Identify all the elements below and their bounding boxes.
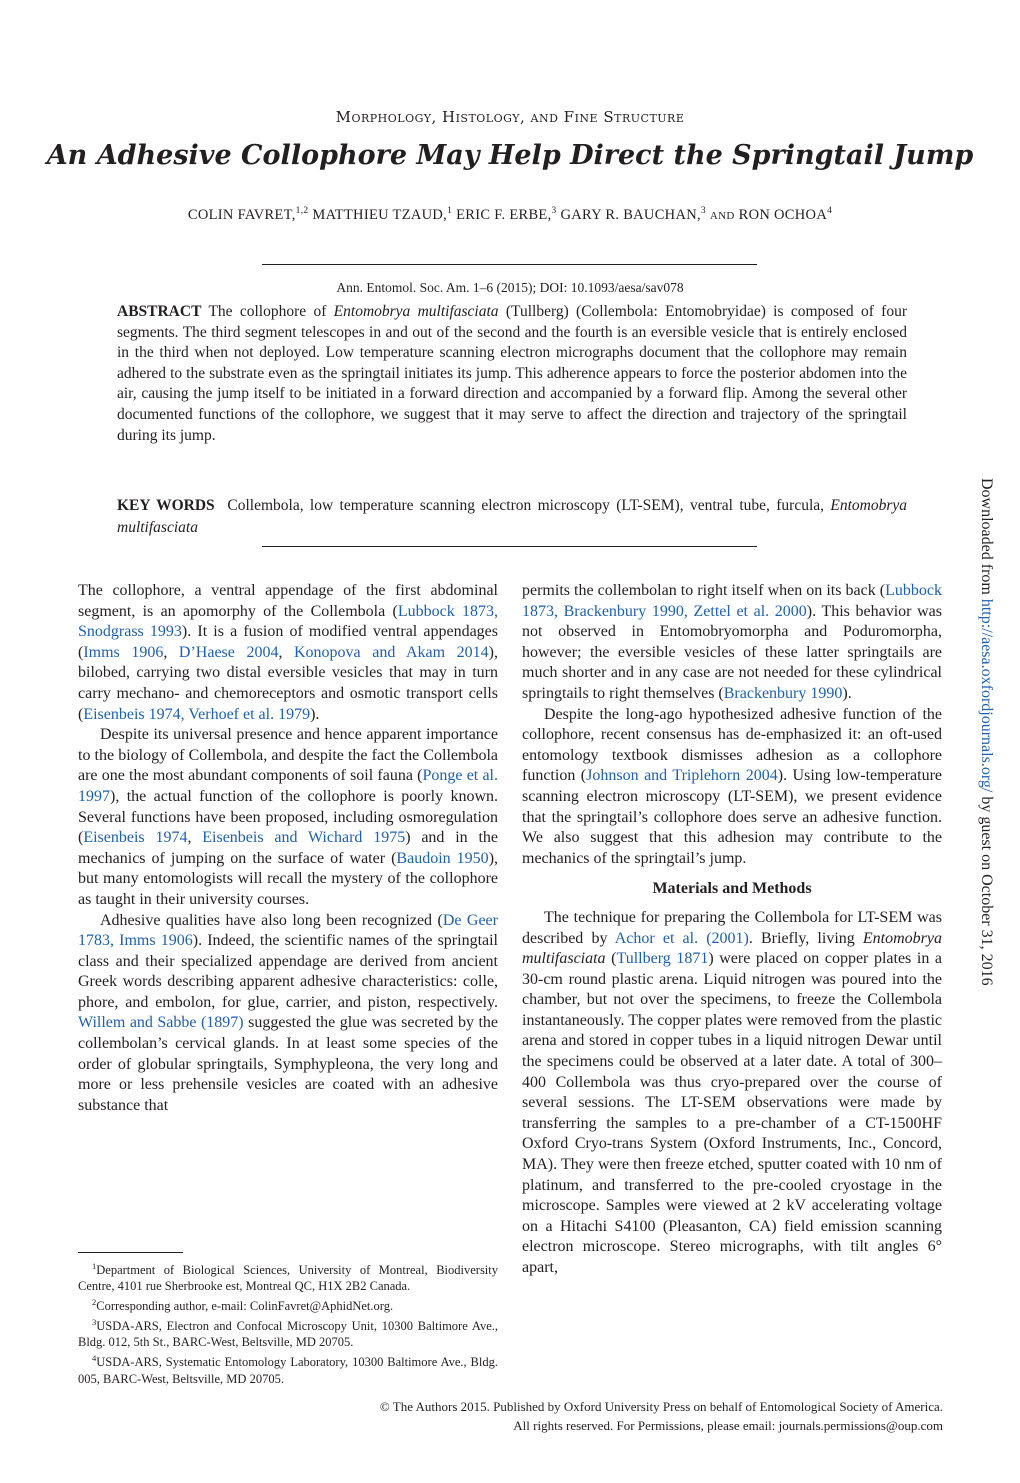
- paragraph: The collophore, a ventral appendage of the first abdominal segment, is an apomorphy of the Collembola (Lubbock 1873, Snodgrass 1993). It is a fusion of modified ventral appendages (Imms 1906, D’Haese 2004, Konopova and Akam 2014), bilobed, carrying two distal eversible vesicles that may in turn carry mechano- and chemoreceptors and osmotic transport cells (Eisenbeis 1974, Verhoef et al. 1979).: [78, 582, 499, 723]
- author-name: COLIN FAVRET,: [187, 206, 296, 223]
- bottom-divider: [262, 546, 757, 547]
- footnote-divider: [78, 1252, 183, 1253]
- footnotes: [78, 1258, 498, 1387]
- reference-link[interactable]: Eisenbeis 1974, Verhoef et al. 1979: [83, 705, 311, 723]
- paragraph: Despite the long-ago hypothesized adhesive function of the collophore, recent consensus has de-emphasized it: an oft-used entomology textbook dismisses adhesion as a collophore function (Johnson and Triplehorn 2004). Using low-temperature scanning electron microscopy (LT-SEM), we present evidence that the springtail’s collophore does serve an adhesive function. We also suggest that this adhesion may contribute to the mechanics of the springtail’s jump.: [522, 705, 942, 867]
- author-affiliation: 3: [551, 206, 557, 216]
- copyright-footer: [243, 1397, 943, 1435]
- reference-link[interactable]: Johnson and Triplehorn 2004: [586, 767, 778, 785]
- reference-link[interactable]: De Geer 1783, Imms 1906: [78, 911, 498, 950]
- section-heading: Morphology, Histology, and Fine Structure: [335, 108, 685, 126]
- keywords-label: KEY WORDS: [117, 497, 215, 514]
- abstract-text: The collophore of: [208, 303, 327, 320]
- reference-link[interactable]: Ponge et al. 1997: [78, 767, 499, 805]
- species-name: Entomobrya multifasciata: [522, 929, 943, 968]
- right-column: [522, 581, 942, 1279]
- author-name: RON OCHOA: [738, 206, 828, 223]
- abstract-text: (Tullberg) (Collembola: Entomobryidae) is composed of four segments. The third segment telescopes in and out of the second and the fourth is an eversible vesicle that is entirely enclosed in the third when not deployed. Low temperature scanning electron micrographs document that the collophore may remain adhered to the substrate even as the springtail initiates its jump. This adherence appears to force the posterior abdomen into the air, causing the jump itself to be initiated in a forward direction and accompanied by a forward flip. Among the several other documented functions of the collophore, we suggest that it may serve to affect the direction and trajectory of the springtail during its jump.: [117, 303, 908, 444]
- article-title: An Adhesive Collophore May Help Direct the Springtail Jump: [46, 140, 974, 171]
- reference-link[interactable]: Baudoin 1950: [396, 849, 489, 867]
- author-name: MATTHIEU TZAUD,: [312, 206, 448, 223]
- reference-link[interactable]: Lubbock 1873, Snodgrass 1993: [78, 602, 499, 641]
- citation-line: Ann. Entomol. Soc. Am. 1–6 (2015); DOI: 10.1093/aesa/sav078: [336, 280, 684, 295]
- journal-link[interactable]: http://aesa.oxfordjournals.org/: [978, 598, 995, 793]
- author-conjunction: AND: [709, 209, 735, 222]
- paragraph: Adhesive qualities have also long been recognized (De Geer 1783, Imms 1906). Indeed, the scientific names of the springtail class and their specialized appendage are derived from ancient Greek words describing apparent adhesive characteristics: colle, phore, and embolon, for glue, carrier, and piston, respectively. Willem and Sabbe (1897) suggested the glue was secreted by the collembolan’s cervical glands. In at least some species of the order of globular springtails, Symphypleona, the very long and more or less prehensile vesicles are coated with an adhesive substance that: [78, 911, 499, 1114]
- reference-link[interactable]: Imms 1906: [83, 643, 164, 661]
- footnote: $^4$USDA-ARS, Systematic Entomology Laboratory, 10300 Baltimore Ave., Bldg. 005, BARC-West, Beltsville, MD 20705.: [78, 1353, 498, 1386]
- author-name: GARY R. BAUCHAN,: [560, 206, 701, 223]
- footnote: $^1$Department of Biological Sciences, University of Montreal, Biodiversity Centre, 4101 rue Sherbrooke est, Montreal QC, H1X 2B2 Canada.: [78, 1261, 498, 1294]
- download-watermark: Downloaded from http://aesa.oxfordjournals.org/ by guest on October 31, 2016: [978, 478, 995, 986]
- keywords: [117, 495, 907, 539]
- reference-link[interactable]: Konopova and Akam 2014: [294, 643, 489, 661]
- paragraph: permits the collembolan to right itself when on its back (Lubbock 1873, Brackenbury 1990, Zettel et al. 2000). This behavior was not observed in Entomobryomorpha and Poduromorpha, however; the eversible vesicles of these latter springtails are much shorter and in any case are not needed for these cylindrical springtails to right themselves (Brackenbury 1990).: [522, 582, 942, 702]
- author-affiliation: 4: [827, 206, 833, 216]
- paragraph: The technique for preparing the Collembola for LT-SEM was described by Achor et al. (2001). Briefly, living Entomobrya multifasciata (Tullberg 1871) were placed on copper plates in a 30-cm round plastic arena. Liquid nitrogen was poured into the chamber, but not over the specimens, to freeze the Collembola instantaneously. The copper plates were removed from the plastic arena and stored in copper tubes in a liquid nitrogen Dewar until the specimens could be observed at a later date. A total of 300–400 Collembola was thus cryo-prepared over the course of several sessions. The LT-SEM observations were made by transferring the samples to a pre-chamber of a CT-1500HF Oxford Cryo-trans System (Oxford Instruments, Inc., Concord, MA). They were then freeze etched, sputter coated with 10 nm of platinum, and transferred to the pre-cooled cryostage in the microscope. Samples were viewed at 2 kV accelerating voltage on a Hitachi S4100 (Pleasanton, CA) field emission scanning electron microscope. Stereo micrographs, with tilt angles 6° apart,: [522, 908, 943, 1276]
- reference-link[interactable]: Willem and Sabbe (1897): [78, 1014, 244, 1032]
- footnote: $^2$Corresponding author, e-mail: ColinFavret@AphidNet.org.: [92, 1297, 394, 1314]
- reference-link[interactable]: Eisenbeis and Wichard 1975: [202, 829, 406, 847]
- permissions-line: All rights reserved. For Permissions, please email: journals.permissions@oup.com: [513, 1418, 943, 1433]
- author-name: ERIC F. ERBE,: [456, 206, 552, 223]
- author-affiliation: 1: [447, 206, 453, 216]
- author-affiliation: 1,2: [295, 206, 309, 216]
- author-affiliation: 3: [700, 206, 706, 216]
- abstract-label: ABSTRACT: [117, 303, 202, 320]
- reference-link[interactable]: Eisenbeis 1974: [83, 829, 188, 847]
- section-heading-methods: Materials and Methods: [652, 880, 812, 898]
- left-column: [78, 581, 498, 1116]
- reference-link[interactable]: Brackenbury 1990: [723, 684, 843, 702]
- paragraph: Despite its universal presence and hence apparent importance to the biology of Collembola, and despite the fact the Collembola are one the most abundant components of soil fauna (Ponge et al. 1997), the actual function of the collophore is poorly known. Several functions have been proposed, including osmoregulation (Eisenbeis 1974, Eisenbeis and Wichard 1975) and in the mechanics of jumping on the surface of water (Baudoin 1950), but many entomologists will recall the mystery of the collophore as taught in their university courses.: [78, 726, 499, 908]
- copyright-line: © The Authors 2015. Published by Oxford University Press on behalf of Entomological Society of America.: [379, 1399, 943, 1414]
- species-name: Entomobrya multifasciata: [333, 303, 499, 320]
- reference-link[interactable]: Lubbock 1873, Brackenbury 1990, Zettel et al. 2000: [522, 582, 942, 620]
- keywords-text: Collembola, low temperature scanning electron microscopy (LT-SEM), ventral tube, furcula,: [227, 497, 825, 514]
- footnote: $^3$USDA-ARS, Electron and Confocal Microscopy Unit, 10300 Baltimore Ave., Bldg. 012, 5th St., BARC-West, Beltsville, MD 20705.: [78, 1317, 498, 1350]
- reference-link[interactable]: Achor et al. (2001): [614, 929, 749, 947]
- top-divider: [262, 264, 757, 265]
- author-list: [0, 206, 1020, 224]
- reference-link[interactable]: Tullberg 1871: [616, 950, 709, 968]
- reference-link[interactable]: D’Haese 2004: [178, 643, 279, 661]
- abstract: [117, 302, 907, 446]
- species-name: Entomobrya multifasciata: [117, 497, 908, 536]
